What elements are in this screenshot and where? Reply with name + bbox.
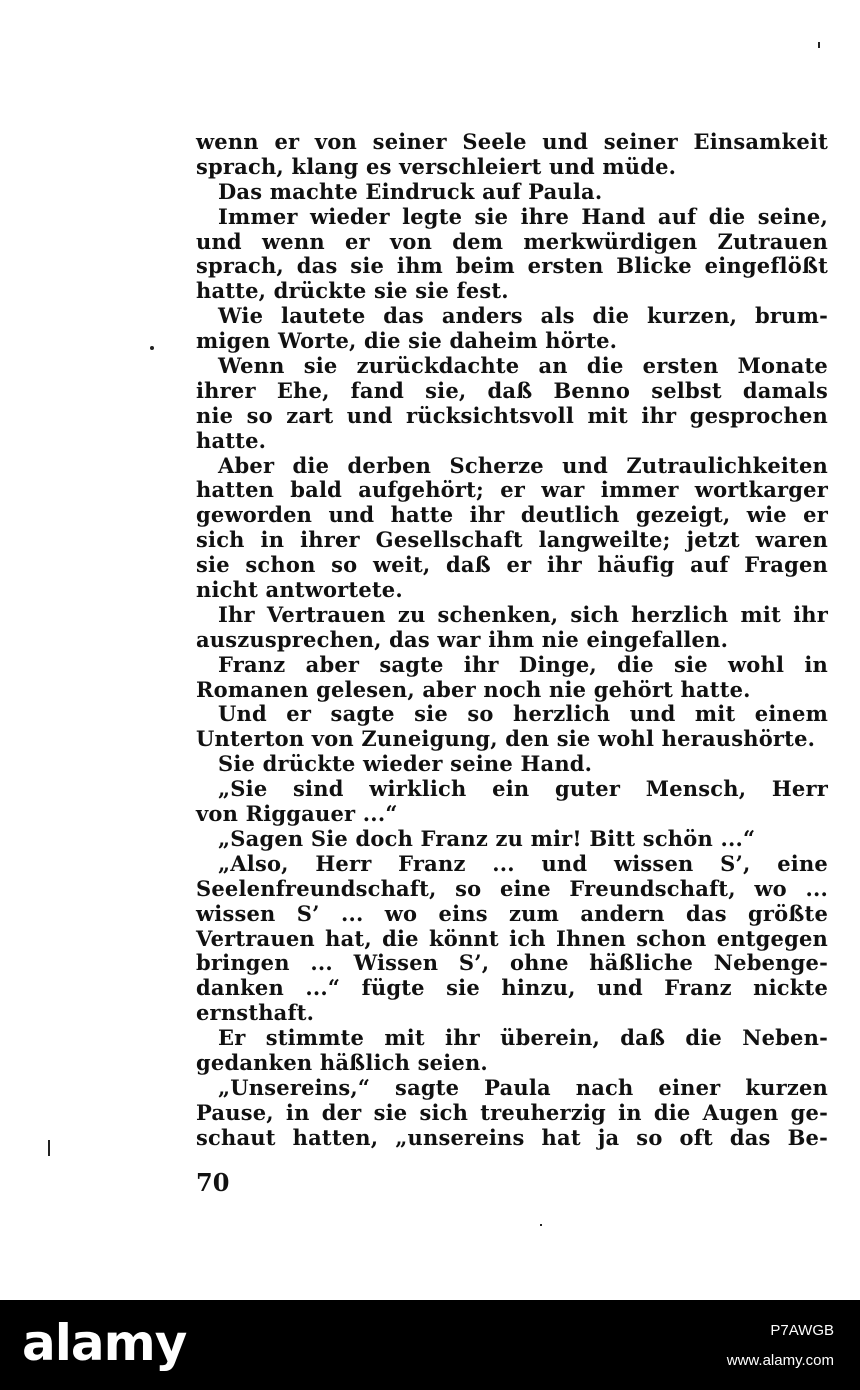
- text-line: „Sie sind wirklich ein guter Mensch, Herr: [218, 776, 828, 802]
- text-line: nicht antwortete.: [196, 577, 403, 603]
- text-line: von Riggauer ...“: [196, 801, 398, 827]
- text-line: ihrer Ehe, fand sie, daß Benno selbst damals: [196, 377, 828, 403]
- text-line: sich in ihrer Gesellschaft langweilte; jetzt waren: [196, 527, 828, 553]
- text-line: bringen ... Wissen S’, ohne häßliche Nebenge-: [196, 950, 828, 976]
- text-line: auszusprechen, das war ihm nie eingefallen.: [196, 626, 729, 652]
- text-line: Immer wieder legte sie ihre Hand auf die seine,: [218, 203, 828, 229]
- scan-speck: [150, 346, 154, 350]
- text-line: wenn er von seiner Seele und seiner Einsamkeit: [196, 129, 828, 154]
- text-line: Ihr Vertrauen zu schenken, sich herzlich mit ihr: [218, 601, 828, 627]
- scan-speck: [818, 42, 820, 48]
- text-line: gedanken häßlich seien.: [196, 1049, 488, 1075]
- text-line: hatte, drückte sie sie fest.: [196, 278, 509, 304]
- text-line: „Sagen Sie doch Franz zu mir! Bitt schön ...“: [218, 825, 756, 851]
- text-line: danken ...“ fügte sie hinzu, und Franz nickte: [196, 975, 828, 1001]
- text-line: Vertrauen hat, die könnt ich Ihnen schon entgegen: [196, 925, 828, 951]
- text-line: Er stimmte mit ihr überein, daß die Neben-: [218, 1025, 828, 1051]
- text-line: Wie lautete das anders als die kurzen, brum-: [218, 303, 828, 329]
- site-url: www.alamy.com: [726, 1352, 834, 1369]
- text-line: schaut hatten, „unsereins hat ja so oft das Be-: [196, 1124, 828, 1150]
- text-line: wissen S’ ... wo eins zum andern das größte: [196, 900, 828, 926]
- text-line: sprach, das sie ihm beim ersten Blicke eingeflößt: [196, 253, 828, 279]
- text-line: nie so zart und rücksichtsvoll mit ihr gesprochen: [196, 402, 828, 428]
- watermark-banner: [0, 1300, 860, 1390]
- text-line: Seelenfreundschaft, so eine Freundschaft, wo ...: [196, 875, 828, 901]
- text-line: Wenn sie zurückdachte an die ersten Monate: [218, 353, 828, 379]
- text-line: „Also, Herr Franz ... und wissen S’, eine: [218, 850, 828, 876]
- body-text: [196, 130, 828, 1151]
- text-line: Sie drückte wieder seine Hand.: [218, 751, 593, 777]
- text-line: Franz aber sagte ihr Dinge, die sie wohl in: [218, 651, 828, 677]
- text-line: „Unsereins,“ sagte Paula nach einer kurzen: [218, 1074, 828, 1100]
- text-line: sprach, klang es verschleiert und müde.: [196, 153, 677, 179]
- page-number: 70: [196, 1168, 230, 1197]
- text-line: hatte.: [196, 427, 267, 453]
- text-line: Das machte Eindruck auf Paula.: [218, 178, 603, 204]
- text-line: hatten bald aufgehört; er war immer wortkarger: [196, 477, 828, 503]
- text-line: Pause, in der sie sich treuherzig in die Augen ge-: [196, 1099, 828, 1125]
- text-line: sie schon so weit, daß er ihr häufig auf Fragen: [196, 552, 828, 578]
- text-line: ernsthaft.: [196, 1000, 315, 1026]
- text-line: geworden und hatte ihr deutlich gezeigt, wie er: [196, 502, 828, 528]
- text-line: Aber die derben Scherze und Zutraulichkeiten: [218, 452, 828, 478]
- brand-logo: alamy: [22, 1314, 187, 1372]
- image-id: P7AWGB: [770, 1322, 834, 1339]
- text-line: Und er sagte sie so herzlich und mit einem: [218, 701, 828, 727]
- scan-speck: [540, 1224, 542, 1226]
- text-line: migen Worte, die sie daheim hörte.: [196, 328, 618, 354]
- scan-speck: [48, 1140, 50, 1156]
- text-line: Romanen gelesen, aber noch nie gehört hatte.: [196, 676, 751, 702]
- text-line: Unterton von Zuneigung, den sie wohl heraushörte.: [196, 726, 816, 752]
- text-line: und wenn er von dem merkwürdigen Zutrauen: [196, 228, 828, 254]
